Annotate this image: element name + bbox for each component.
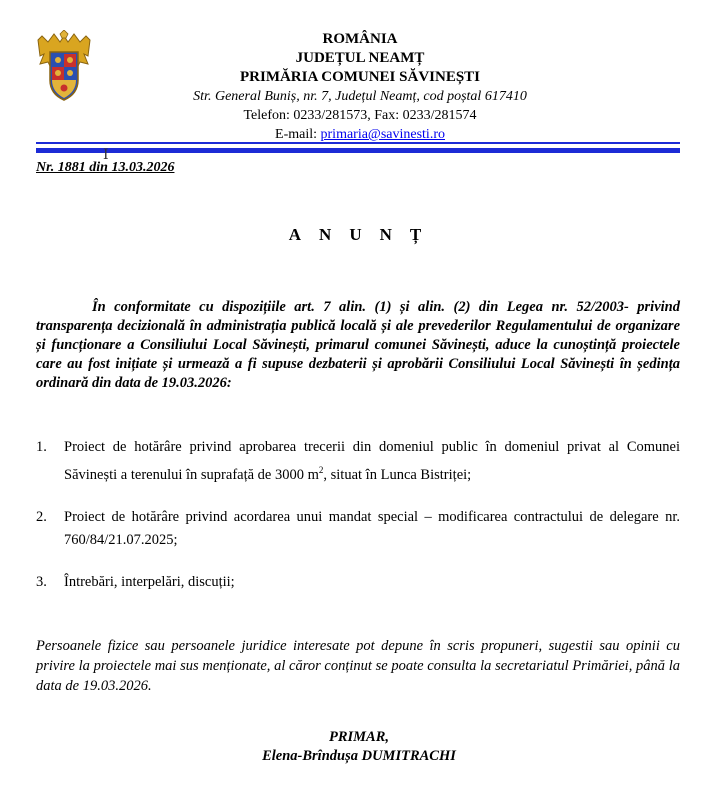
agenda-list <box>36 436 680 613</box>
institution-name: PRIMĂRIA COMUNEI SĂVINEȘTI <box>239 69 481 85</box>
letterhead <box>150 30 570 144</box>
item-number: 2. <box>36 508 47 525</box>
country-name: ROMÂNIA <box>322 31 398 47</box>
closing-paragraph: Persoanele fizice sau persoanele juridice interesate pot depune în scris propuneri, sugestii sau opinii cu privire la proiectele mai sus menționate, al căror conținut se poate consulta la secretariatul Primăriei, până la data de 19.03.2026. <box>36 638 680 694</box>
signature-role: PRIMAR, <box>328 729 390 745</box>
header-rule-top <box>36 142 680 144</box>
document-number: Nr. 1881 din 13.03.2026 <box>36 160 175 175</box>
signature-name: Elena-Brîndușa DUMITRACHI <box>262 748 456 764</box>
item-text: Proiect de hotărâre privind aprobarea trecerii din domeniul public în domeniul privat al Comunei Săvinești a terenului în suprafață de 3000 $m^2$, situat în Lunca Bistriței; <box>64 439 680 483</box>
list-item <box>36 436 680 487</box>
header-rule-bottom <box>36 148 680 153</box>
signature-block <box>0 728 718 766</box>
item-text: Întrebări, interpelări, discuții; <box>64 573 235 590</box>
intro-paragraph: În conformitate cu dispozițiile art. 7 alin. (1) și alin. (2) din Legea nr. 52/2003- privind transparența decizională în administrația publică locală și ale prevederilor Regulamentului de organizare și funcționare a Consiliului Local Săvinești, primarul comunei Săvinești, aduce la cunoștință proiectele care au fost inițiate și urmează a fi supuse dezbaterii și aprobării Consiliului Local Săvinești în ședința ordinară din data de 19.03.2026: <box>36 299 680 391</box>
text-cursor-icon: Ⅰ <box>103 148 109 163</box>
email-link[interactable]: primaria@savinesti.ro <box>320 127 445 142</box>
coat-of-arms-icon <box>36 30 92 104</box>
list-item <box>36 506 680 552</box>
list-item <box>36 571 680 594</box>
item-number: 1. <box>36 439 47 455</box>
item-number: 3. <box>36 573 47 590</box>
email-label: E-mail: <box>275 127 321 142</box>
page-title: ANUNȚ <box>288 225 440 244</box>
phone-fax: Telefon: 0233/281573, Fax: 0233/281574 <box>243 108 477 123</box>
item-text: Proiect de hotărâre privind acordarea unui mandat special – modificarea contractului de delegare nr. 760/84/21.07.2025; <box>64 508 680 548</box>
postal-address: Str. General Buniș, nr. 7, Județul Neamț, cod poștal 617410 <box>193 89 527 104</box>
county-name: JUDEȚUL NEAMȚ <box>295 50 425 66</box>
